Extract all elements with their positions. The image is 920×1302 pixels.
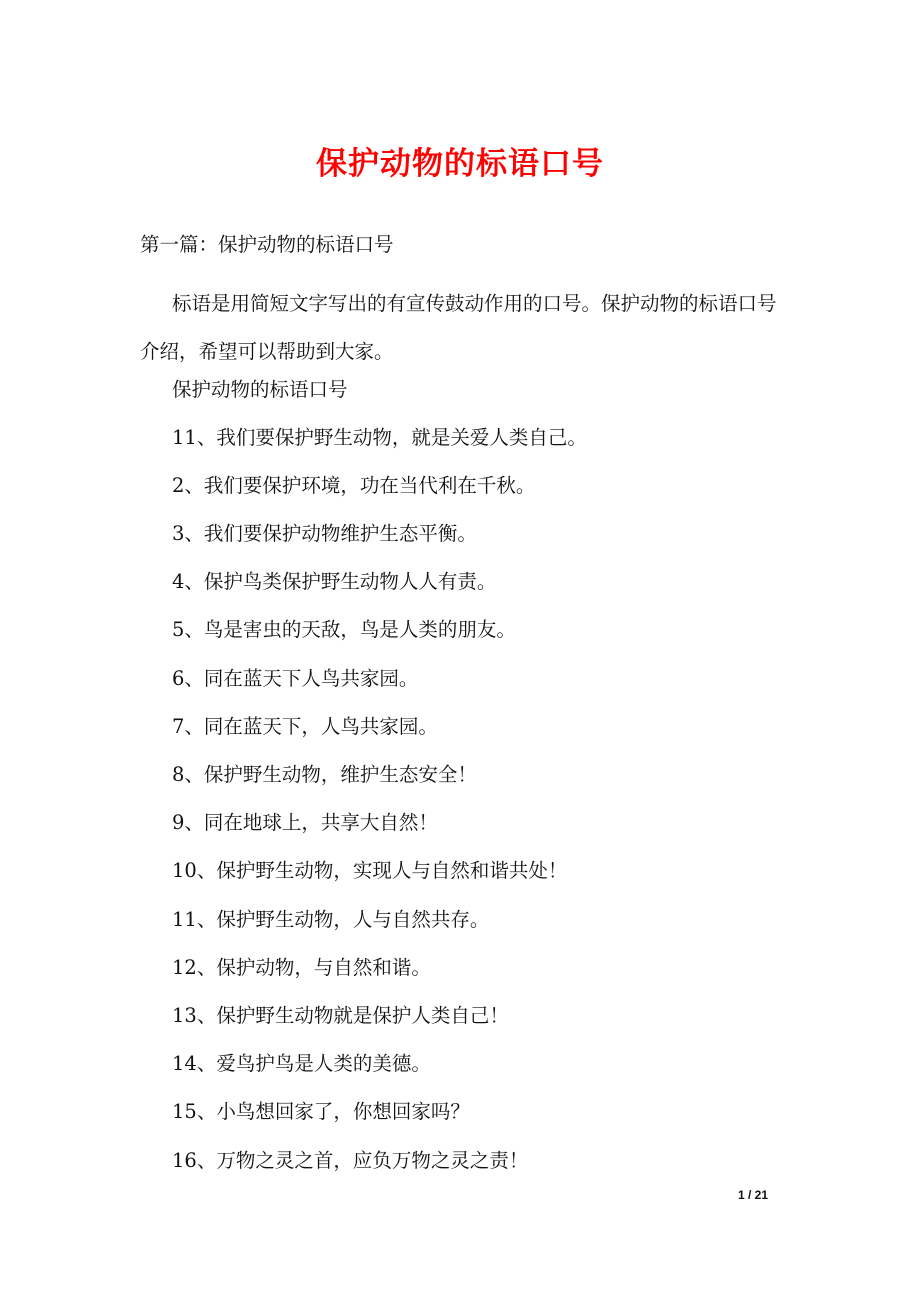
section-heading: 第一篇：保护动物的标语口号 [140,233,394,256]
list-item: 14、爱鸟护鸟是人类的美德。 [172,1052,431,1075]
list-item: 3、我们要保护动物维护生态平衡。 [172,522,477,545]
list-subheading: 保护动物的标语口号 [172,378,348,401]
list-item: 6、同在蓝天下人鸟共家园。 [172,667,419,690]
list-item: 13、保护野生动物就是保护人类自己！ [172,1004,509,1027]
list-item: 5、鸟是害虫的天敌，鸟是人类的朋友。 [172,618,516,641]
list-item: 9、同在地球上，共享大自然！ [172,811,438,834]
list-item: 12、保护动物，与自然和谐。 [172,956,431,979]
list-item: 11、我们要保护野生动物，就是关爱人类自己。 [172,426,587,449]
list-item: 10、保护野生动物，实现人与自然和谐共处！ [172,859,568,882]
page-number: 1 / 21 [738,1188,769,1202]
list-item: 2、我们要保护环境，功在当代利在千秋。 [172,474,536,497]
list-item: 7、同在蓝天下，人鸟共家园。 [172,715,438,738]
list-item: 11、保护野生动物，人与自然共存。 [172,908,490,931]
document-title: 保护动物的标语口号 [316,146,604,182]
list-item: 16、万物之灵之首，应负万物之灵之责！ [172,1149,529,1172]
list-item: 15、小鸟想回家了，你想回家吗？ [172,1100,470,1123]
list-item: 4、保护鸟类保护野生动物人人有责。 [172,570,497,593]
intro-paragraph: 标语是用简短文字写出的有宣传鼓动作用的口号。保护动物的标语口号介绍，希望可以帮助到大家。 [140,292,777,363]
list-item: 8、保护野生动物，维护生态安全！ [172,763,477,786]
